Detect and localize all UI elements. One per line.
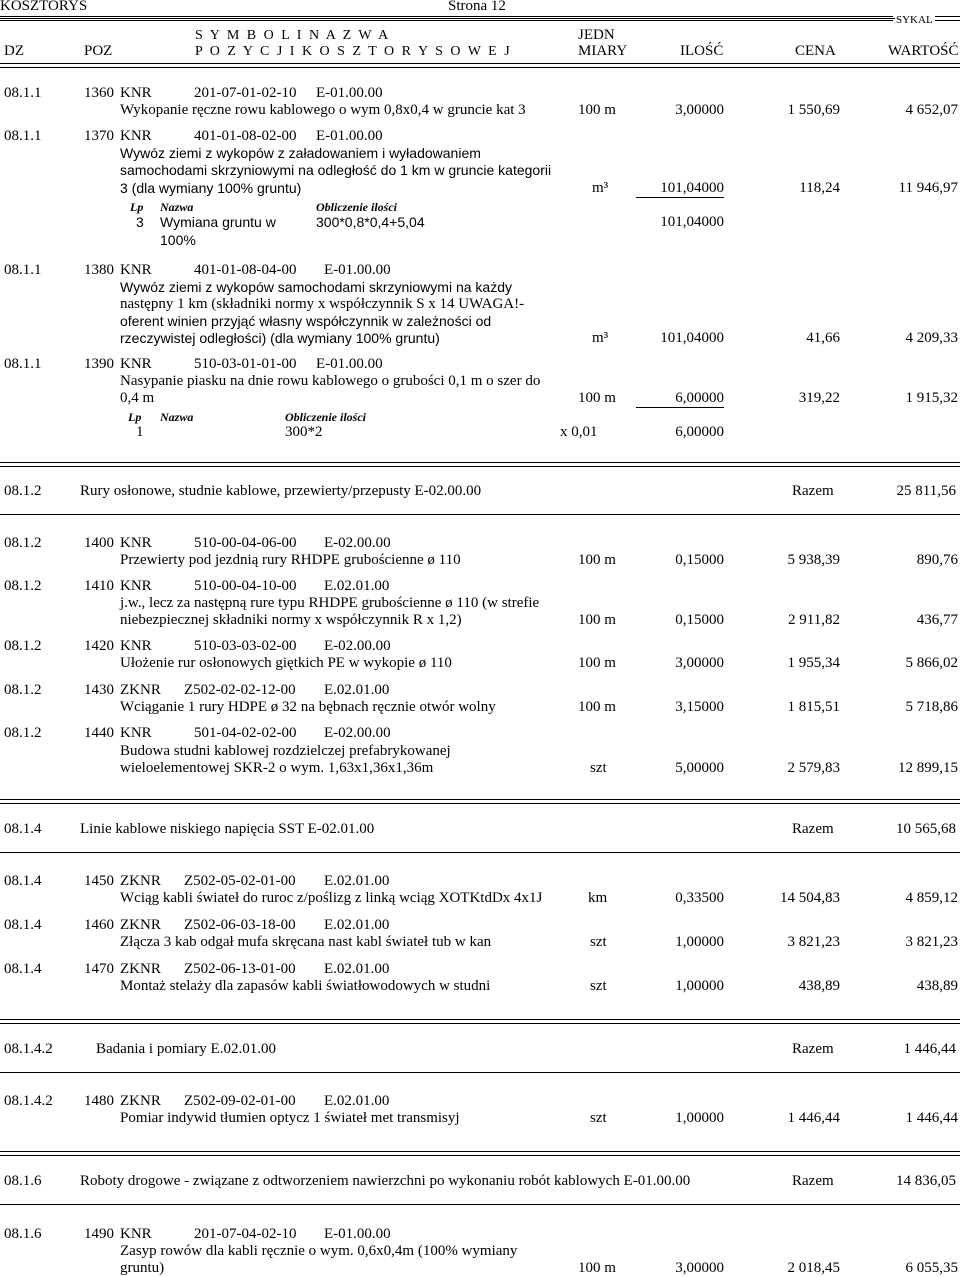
document-title: KOSZTORYS	[0, 0, 88, 14]
position-dz: 08.1.2	[4, 535, 42, 551]
position-description: Wciąganie 1 rury HDPE ø 32 na bębnach ręcznie otwór wolny	[120, 699, 496, 715]
norm-code: 510-00-04-10-00	[194, 578, 297, 594]
norm-code: 510-03-01-01-00	[194, 356, 297, 372]
position-description: Pomiar indywid tłumien optycz 1 świateł met transmisyj	[120, 1110, 460, 1126]
section-dz: 08.1.6	[4, 1173, 42, 1189]
unit-price: 1 550,69	[787, 102, 840, 118]
value: 4 859,12	[905, 890, 958, 906]
position-description: oferent winien przyjąć własny współczynnik w zależności od	[120, 313, 492, 329]
col-header-cena: CENA	[795, 43, 836, 59]
norm-code: 201-07-01-02-10	[194, 85, 297, 101]
position-description: Wciąg kabli świateł do ruroc z/poślizg z linką wciąg XOTKtdDx 4x1J	[120, 890, 543, 906]
norm-type: KNR	[120, 535, 152, 551]
position-number: 1470	[84, 961, 114, 977]
quantity: 0,15000	[675, 612, 724, 628]
section-total: 10 565,68	[896, 821, 956, 837]
section-rule	[0, 1204, 960, 1205]
value: 6 055,35	[905, 1260, 958, 1276]
norm-code: 510-03-03-02-00	[194, 638, 297, 654]
position-description: Przewierty pod jezdnią rury RHDPE grubościenne ø 110	[120, 552, 461, 568]
unit: 100 m	[578, 1260, 616, 1276]
section-total: 1 446,44	[903, 1041, 956, 1057]
spec-code: E.02.01.00	[324, 578, 390, 594]
calc-header-lp: Lp	[128, 410, 142, 424]
spec-code: E-01.00.00	[324, 262, 391, 278]
section-rule	[0, 1019, 960, 1024]
calc-formula: 300*0,8*0,4+5,04	[316, 214, 425, 230]
section-total: 25 811,56	[896, 483, 956, 499]
section-rule	[0, 462, 960, 467]
section-total-label: Razem	[792, 483, 834, 499]
quantity: 5,00000	[675, 760, 724, 776]
position-number: 1360	[84, 85, 114, 101]
header-double-rule	[0, 16, 893, 21]
value: 3 821,23	[905, 934, 958, 950]
quantity-underline	[636, 407, 724, 408]
section-total-label: Razem	[792, 1041, 834, 1057]
page-number: Strona 12	[448, 0, 506, 14]
unit: 100 m	[578, 102, 616, 118]
norm-type: ZKNR	[120, 873, 161, 889]
spec-code: E-01.00.00	[316, 356, 383, 372]
norm-code: 401-01-08-02-00	[194, 128, 297, 144]
position-dz: 08.1.4	[4, 873, 42, 889]
spec-code: E.02.01.00	[324, 682, 390, 698]
quantity: 3,00000	[675, 102, 724, 118]
position-description: Budowa studni kablowej rozdzielczej prefabrykowanej	[120, 743, 451, 759]
calc-formula: 300*2	[285, 424, 323, 440]
position-number: 1370	[84, 128, 114, 144]
position-number: 1450	[84, 873, 114, 889]
section-dz: 08.1.4.2	[4, 1041, 53, 1057]
position-description: Montaż stelaży dla zapasów kabli światłowodowych w studni	[120, 978, 491, 994]
position-description: gruntu)	[120, 1260, 165, 1276]
value: 4 652,07	[905, 102, 958, 118]
calc-lp: 3	[136, 214, 144, 230]
section-rule	[0, 852, 960, 853]
section-dz: 08.1.4	[4, 821, 42, 837]
position-description: Ułożenie rur osłonowych giętkich PE w wykopie ø 110	[120, 655, 452, 671]
spec-code: E-01.00.00	[316, 85, 383, 101]
col-header-poz: POZ	[84, 43, 113, 59]
norm-type: ZKNR	[120, 1093, 161, 1109]
quantity: 1,00000	[675, 1110, 724, 1126]
position-dz: 08.1.2	[4, 578, 42, 594]
spec-code: E-02.00.00	[324, 638, 391, 654]
unit-price: 2 018,45	[787, 1260, 840, 1276]
quantity: 3,00000	[675, 655, 724, 671]
col-header-pozycji: P O Z Y C J I K O S Z T O R Y S O W E J	[195, 44, 512, 59]
position-description: Zasyp rowów dla kabli ręcznie o wym. 0,6x0,4m (100% wymiany	[120, 1243, 518, 1259]
position-dz: 08.1.4.2	[4, 1093, 53, 1109]
position-dz: 08.1.4	[4, 917, 42, 933]
unit: 100 m	[578, 655, 616, 671]
position-number: 1390	[84, 356, 114, 372]
position-description: niebezpiecznej składniki normy x współczynnik R x 1,2)	[120, 612, 462, 628]
col-header-dz: DZ	[4, 43, 24, 59]
norm-type: KNR	[120, 262, 152, 278]
position-number: 1430	[84, 682, 114, 698]
unit-price: 1 446,44	[787, 1110, 840, 1126]
unit-price: 2 911,82	[788, 612, 840, 628]
header-double-rule-right	[935, 16, 960, 21]
col-header-wartosc: WARTOŚĆ	[888, 43, 959, 59]
col-header-miary: MIARY	[578, 43, 628, 59]
value: 5 718,86	[905, 699, 958, 715]
norm-code: Z502-06-13-01-00	[184, 961, 296, 977]
position-number: 1440	[84, 725, 114, 741]
calc-header-nazwa: Nazwa	[160, 410, 194, 424]
norm-type: ZKNR	[120, 917, 161, 933]
position-description: Złącza 3 kab odgał mufa skręcana nast kabl świateł tub w kan	[120, 934, 492, 950]
unit: m³	[592, 180, 609, 196]
section-total-label: Razem	[792, 1173, 834, 1189]
position-description: 0,4 m	[120, 390, 155, 406]
section-rule	[0, 514, 960, 515]
position-number: 1410	[84, 578, 114, 594]
norm-code: Z502-09-02-01-00	[184, 1093, 296, 1109]
position-description: wieloelementowej SKR-2 o wym. 1,63x1,36x1,36m	[120, 760, 434, 776]
norm-type: KNR	[120, 578, 152, 594]
position-description: Wywóz ziemi z wykopów samochodami skrzyniowymi na każdy	[120, 279, 512, 295]
value: 12 899,15	[898, 760, 958, 776]
unit-price: 2 579,83	[787, 760, 840, 776]
calc-header-obliczenie: Obliczenie ilości	[285, 410, 366, 424]
unit: 100 m	[578, 699, 616, 715]
norm-code: Z502-06-03-18-00	[184, 917, 296, 933]
norm-type: KNR	[120, 638, 152, 654]
calc-result: 6,00000	[675, 424, 724, 440]
section-total-label: Razem	[792, 821, 834, 837]
position-dz: 08.1.1	[4, 356, 42, 372]
norm-code: 510-00-04-06-00	[194, 535, 297, 551]
unit-price: 118,24	[799, 180, 840, 196]
col-header-symbol: S Y M B O L I N A Z W A	[195, 28, 391, 43]
position-description: j.w., lecz za następną rure typu RHDPE grubościenne ø 110 (w strefie	[120, 595, 540, 611]
position-dz: 08.1.2	[4, 725, 42, 741]
calc-lp: 1	[136, 424, 144, 440]
quantity: 101,04000	[660, 330, 724, 346]
unit-price: 5 938,39	[787, 552, 840, 568]
value: 11 946,97	[898, 180, 958, 196]
unit-price: 1 815,51	[787, 699, 840, 715]
unit-price: 3 821,23	[787, 934, 840, 950]
position-dz: 08.1.1	[4, 262, 42, 278]
col-header-jedn: JEDN	[578, 27, 615, 43]
calc-nazwa: Wymiana gruntu w	[160, 214, 276, 230]
section-title: Rury osłonowe, studnie kablowe, przewierty/przepusty E-02.00.00	[80, 483, 482, 499]
position-dz: 08.1.6	[4, 1226, 42, 1242]
calc-nazwa: 100%	[160, 232, 196, 248]
unit-price: 319,22	[798, 390, 840, 406]
spec-code: E.02.01.00	[324, 961, 390, 977]
norm-type: ZKNR	[120, 961, 161, 977]
quantity-underline	[636, 197, 724, 198]
section-title: Badania i pomiary E.02.01.00	[96, 1041, 276, 1057]
section-rule	[0, 1151, 960, 1156]
position-dz: 08.1.1	[4, 128, 42, 144]
position-dz: 08.1.2	[4, 638, 42, 654]
unit: km	[588, 890, 608, 906]
position-description: rzeczywistej odległości) (dla wymiany 100% gruntu)	[120, 330, 440, 346]
unit: szt	[590, 1110, 607, 1126]
norm-type: KNR	[120, 85, 152, 101]
unit: szt	[590, 934, 607, 950]
position-dz: 08.1.2	[4, 682, 42, 698]
col-header-ilosc: ILOŚĆ	[680, 43, 724, 59]
section-rule	[0, 799, 960, 804]
position-number: 1490	[84, 1226, 114, 1242]
value: 5 866,02	[905, 655, 958, 671]
position-number: 1460	[84, 917, 114, 933]
calc-header-nazwa: Nazwa	[160, 200, 194, 214]
column-header-rule	[0, 63, 960, 68]
norm-code: Z502-05-02-01-00	[184, 873, 296, 889]
quantity: 1,00000	[675, 978, 724, 994]
quantity: 0,15000	[675, 552, 724, 568]
position-number: 1400	[84, 535, 114, 551]
spec-code: E-01.00.00	[316, 128, 383, 144]
unit-price: 41,66	[806, 330, 840, 346]
quantity: 6,00000	[675, 390, 724, 406]
spec-code: E-02.00.00	[324, 725, 391, 741]
norm-type: KNR	[120, 356, 152, 372]
norm-type: ZKNR	[120, 682, 161, 698]
norm-type: KNR	[120, 128, 152, 144]
value: 436,77	[916, 612, 958, 628]
position-number: 1420	[84, 638, 114, 654]
norm-type: KNR	[120, 1226, 152, 1242]
value: 890,76	[916, 552, 958, 568]
spec-code: E.02.01.00	[324, 917, 390, 933]
position-description: następny 1 km (składniki normy x współczynnik S x 14 UWAGA!-	[120, 296, 525, 312]
calc-header-obliczenie: Obliczenie ilości	[316, 200, 397, 214]
unit-price: 1 955,34	[787, 655, 840, 671]
quantity: 101,04000	[660, 180, 724, 196]
position-description: 3 (dla wymiany 100% gruntu)	[120, 180, 302, 196]
unit: szt	[590, 760, 607, 776]
position-description: Wywóz ziemi z wykopów z załadowaniem i wyładowaniem	[120, 145, 481, 161]
calc-header-lp: Lp	[130, 200, 144, 214]
section-rule	[0, 1072, 960, 1073]
position-number: 1380	[84, 262, 114, 278]
value: 438,89	[916, 978, 958, 994]
spec-code: E-02.00.00	[324, 535, 391, 551]
unit: m³	[592, 330, 609, 346]
quantity: 1,00000	[675, 934, 724, 950]
position-description: samochodami skrzyniowymi na odległość do 1 km w gruncie kategorii	[120, 162, 552, 178]
section-total: 14 836,05	[896, 1173, 956, 1189]
position-dz: 08.1.4	[4, 961, 42, 977]
quantity: 3,15000	[675, 699, 724, 715]
value: 1 915,32	[905, 390, 958, 406]
position-number: 1480	[84, 1093, 114, 1109]
position-dz: 08.1.1	[4, 85, 42, 101]
quantity: 0,33500	[675, 890, 724, 906]
position-description: Nasypanie piasku na dnie rowu kablowego o grubości 0,1 m o szer do	[120, 373, 541, 389]
spec-code: E-01.00.00	[324, 1226, 391, 1242]
norm-code: 201-07-04-02-10	[194, 1226, 297, 1242]
norm-code: Z502-02-02-12-00	[184, 682, 296, 698]
value: 1 446,44	[905, 1110, 958, 1126]
spec-code: E.02.01.00	[324, 873, 390, 889]
quantity: 3,00000	[675, 1260, 724, 1276]
unit-price: 14 504,83	[780, 890, 840, 906]
spec-code: E.02.01.00	[324, 1093, 390, 1109]
unit: szt	[590, 978, 607, 994]
unit-price: 438,89	[798, 978, 840, 994]
calc-result: 101,04000	[660, 214, 724, 230]
section-title: Roboty drogowe - związane z odtworzeniem nawierzchni po wykonaniu robót kablowych E-01.00.00	[80, 1173, 691, 1189]
unit: 100 m	[578, 612, 616, 628]
section-title: Linie kablowe niskiego napięcia SST E-02.01.00	[80, 821, 375, 837]
norm-type: KNR	[120, 725, 152, 741]
position-description: Wykopanie ręczne rowu kablowego o wym 0,8x0,4 w gruncie kat 3	[120, 102, 526, 118]
section-dz: 08.1.2	[4, 483, 42, 499]
calc-factor: x 0,01	[560, 424, 598, 440]
norm-code: 401-01-08-04-00	[194, 262, 297, 278]
unit: 100 m	[578, 552, 616, 568]
unit: 100 m	[578, 390, 616, 406]
value: 4 209,33	[905, 330, 958, 346]
norm-code: 501-04-02-02-00	[194, 725, 297, 741]
brand-label: SYKAL	[896, 14, 933, 26]
